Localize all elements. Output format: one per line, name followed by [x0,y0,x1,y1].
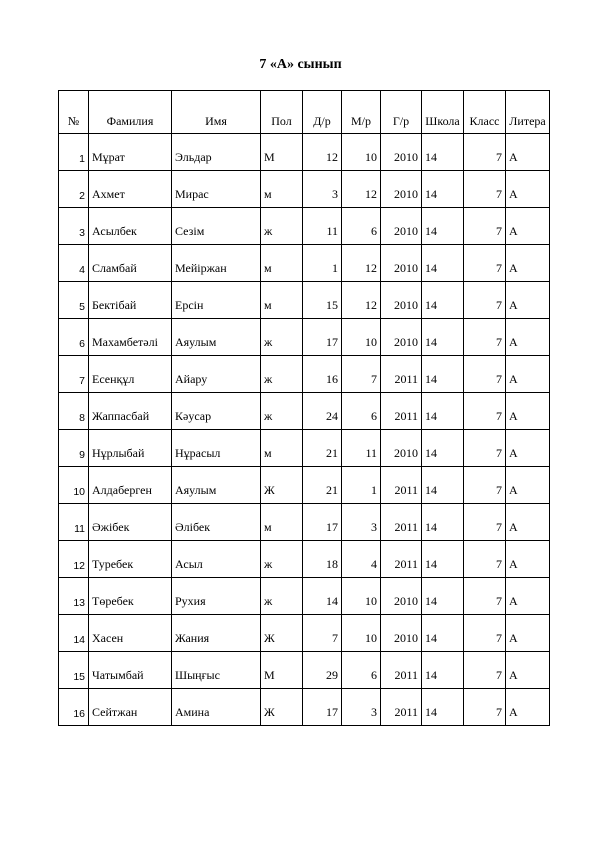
number-cell: 16 [59,689,89,726]
gender-cell: ж [261,356,303,393]
table-row [59,615,550,652]
birth-year-cell: 2010 [381,282,422,319]
letter-cell: А [506,615,550,652]
number-cell: 7 [59,356,89,393]
birth-month-cell: 10 [342,578,381,615]
birth-day-cell: 18 [303,541,342,578]
surname-cell: Жаппасбай [89,393,172,430]
birth-day-cell: 1 [303,245,342,282]
number-cell: 14 [59,615,89,652]
school-cell: 14 [422,615,464,652]
birth-month-cell: 1 [342,467,381,504]
birth-day-cell: 16 [303,356,342,393]
birth-day-cell: 14 [303,578,342,615]
number-cell: 5 [59,282,89,319]
name-cell: Рухия [172,578,261,615]
page-title: 7 «А» сынып [259,57,342,72]
birth-month-cell: 6 [342,208,381,245]
gender-cell: Ж [261,615,303,652]
surname-cell: Бектібай [89,282,172,319]
name-cell: Ерсін [172,282,261,319]
name-cell: Жания [172,615,261,652]
name-cell: Әлібек [172,504,261,541]
birth-day-cell: 21 [303,467,342,504]
table-row [59,208,550,245]
school-cell: 14 [422,356,464,393]
birth-day-cell: 17 [303,504,342,541]
class-cell: 7 [464,504,506,541]
birth-year-cell: 2010 [381,245,422,282]
surname-cell: Асылбек [89,208,172,245]
letter-cell: А [506,319,550,356]
gender-cell: м [261,171,303,208]
birth-month-cell: 12 [342,171,381,208]
class-cell: 7 [464,356,506,393]
gender-cell: М [261,652,303,689]
name-cell: Айару [172,356,261,393]
table-row [59,245,550,282]
letter-cell: А [506,356,550,393]
class-cell: 7 [464,689,506,726]
gender-cell: ж [261,319,303,356]
name-cell: Эльдар [172,134,261,171]
birth-day-cell: 12 [303,134,342,171]
gender-cell: м [261,245,303,282]
number-cell: 13 [59,578,89,615]
gender-cell: ж [261,208,303,245]
letter-cell: А [506,689,550,726]
birth-month-cell: 12 [342,245,381,282]
letter-cell: А [506,134,550,171]
birth-month-cell: 3 [342,689,381,726]
class-cell: 7 [464,282,506,319]
number-cell: 2 [59,171,89,208]
birth-month-cell: 12 [342,282,381,319]
birth-day-cell: 24 [303,393,342,430]
number-cell: 4 [59,245,89,282]
gender-cell: м [261,430,303,467]
name-cell: Шыңғыс [172,652,261,689]
birth-year-cell: 2010 [381,134,422,171]
school-cell: 14 [422,504,464,541]
letter-cell: А [506,208,550,245]
letter-cell: А [506,430,550,467]
number-cell: 15 [59,652,89,689]
name-cell: Асыл [172,541,261,578]
class-cell: 7 [464,430,506,467]
birth-day-cell: 17 [303,319,342,356]
birth-year-cell: 2011 [381,689,422,726]
birth-day-cell: 3 [303,171,342,208]
gender-cell: ж [261,578,303,615]
class-cell: 7 [464,319,506,356]
school-cell: 14 [422,134,464,171]
surname-cell: Төребек [89,578,172,615]
school-cell: 14 [422,208,464,245]
school-cell: 14 [422,541,464,578]
school-cell: 14 [422,652,464,689]
number-cell: 8 [59,393,89,430]
table-row [59,689,550,726]
number-cell: 1 [59,134,89,171]
surname-cell: Әжібек [89,504,172,541]
birth-year-cell: 2010 [381,171,422,208]
surname-cell: Чатымбай [89,652,172,689]
birth-month-cell: 6 [342,652,381,689]
name-cell: Мирас [172,171,261,208]
number-cell: 12 [59,541,89,578]
class-cell: 7 [464,245,506,282]
header-row [59,91,550,134]
class-cell: 7 [464,171,506,208]
name-cell: Нұрасыл [172,430,261,467]
surname-cell: Нұрлыбай [89,430,172,467]
school-cell: 14 [422,171,464,208]
birth-month-cell: 7 [342,356,381,393]
letter-cell: А [506,282,550,319]
birth-year-cell: 2011 [381,467,422,504]
table-row [59,282,550,319]
letter-cell: А [506,171,550,208]
birth-month-cell: 11 [342,430,381,467]
class-cell: 7 [464,615,506,652]
gender-cell: Ж [261,689,303,726]
surname-cell: Сламбай [89,245,172,282]
class-cell: 7 [464,208,506,245]
letter-cell: А [506,652,550,689]
col-header-school: Школа [422,91,464,134]
col-header-birth-day: Д/р [303,91,342,134]
surname-cell: Хасен [89,615,172,652]
birth-day-cell: 21 [303,430,342,467]
name-cell: Аяулым [172,319,261,356]
table-body [59,134,550,726]
birth-month-cell: 10 [342,615,381,652]
col-header-gender: Пол [261,91,303,134]
birth-year-cell: 2010 [381,578,422,615]
name-cell: Кәусар [172,393,261,430]
birth-month-cell: 4 [342,541,381,578]
birth-day-cell: 17 [303,689,342,726]
surname-cell: Махамбетәлі [89,319,172,356]
birth-month-cell: 3 [342,504,381,541]
table-row [59,134,550,171]
student-table [58,90,550,726]
birth-year-cell: 2011 [381,541,422,578]
surname-cell: Туребек [89,541,172,578]
class-cell: 7 [464,467,506,504]
gender-cell: ж [261,393,303,430]
letter-cell: А [506,467,550,504]
col-header-name: Имя [172,91,261,134]
class-cell: 7 [464,393,506,430]
table-row [59,652,550,689]
birth-month-cell: 10 [342,319,381,356]
school-cell: 14 [422,393,464,430]
class-cell: 7 [464,578,506,615]
school-cell: 14 [422,578,464,615]
table-row [59,467,550,504]
birth-year-cell: 2011 [381,393,422,430]
table-row [59,319,550,356]
birth-year-cell: 2010 [381,319,422,356]
gender-cell: м [261,504,303,541]
school-cell: 14 [422,282,464,319]
table-row [59,541,550,578]
col-header-class: Класс [464,91,506,134]
birth-day-cell: 7 [303,615,342,652]
surname-cell: Мұрат [89,134,172,171]
name-cell: Мейіржан [172,245,261,282]
col-header-birth-month: М/р [342,91,381,134]
birth-year-cell: 2010 [381,615,422,652]
gender-cell: Ж [261,467,303,504]
table-row [59,504,550,541]
gender-cell: ж [261,541,303,578]
col-header-surname: Фамилия [89,91,172,134]
birth-day-cell: 29 [303,652,342,689]
number-cell: 10 [59,467,89,504]
name-cell: Аяулым [172,467,261,504]
gender-cell: М [261,134,303,171]
col-header-letter: Литера [506,91,550,134]
birth-day-cell: 15 [303,282,342,319]
class-cell: 7 [464,134,506,171]
number-cell: 11 [59,504,89,541]
surname-cell: Сейтжан [89,689,172,726]
school-cell: 14 [422,319,464,356]
table-row [59,356,550,393]
letter-cell: А [506,541,550,578]
birth-day-cell: 11 [303,208,342,245]
col-header-birth-year: Г/р [381,91,422,134]
birth-year-cell: 2011 [381,652,422,689]
surname-cell: Алдаберген [89,467,172,504]
number-cell: 3 [59,208,89,245]
school-cell: 14 [422,467,464,504]
letter-cell: А [506,393,550,430]
class-cell: 7 [464,652,506,689]
school-cell: 14 [422,245,464,282]
table-row [59,578,550,615]
letter-cell: А [506,245,550,282]
birth-year-cell: 2011 [381,356,422,393]
name-cell: Амина [172,689,261,726]
surname-cell: Ахмет [89,171,172,208]
table-row [59,171,550,208]
number-cell: 9 [59,430,89,467]
table-row [59,393,550,430]
birth-year-cell: 2010 [381,208,422,245]
birth-year-cell: 2011 [381,504,422,541]
letter-cell: А [506,504,550,541]
class-cell: 7 [464,541,506,578]
surname-cell: Есенқұл [89,356,172,393]
school-cell: 14 [422,689,464,726]
birth-month-cell: 6 [342,393,381,430]
birth-month-cell: 10 [342,134,381,171]
number-cell: 6 [59,319,89,356]
school-cell: 14 [422,430,464,467]
gender-cell: м [261,282,303,319]
col-header-number: № [59,91,89,134]
table-row [59,430,550,467]
birth-year-cell: 2010 [381,430,422,467]
name-cell: Сезім [172,208,261,245]
letter-cell: А [506,578,550,615]
